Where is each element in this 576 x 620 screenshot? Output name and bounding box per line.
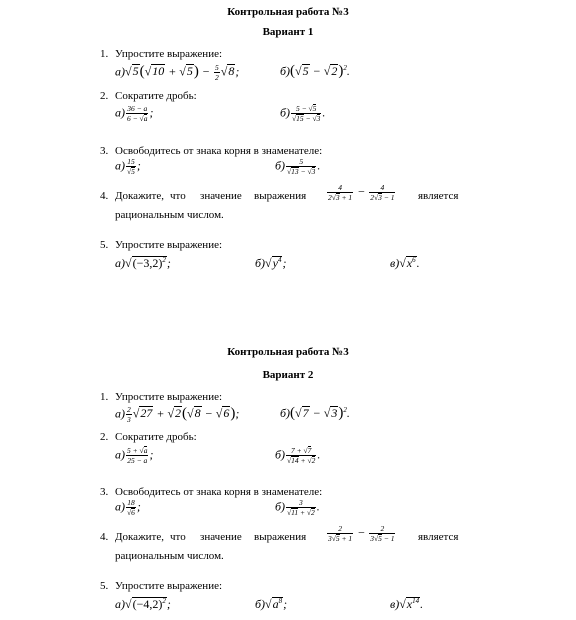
v1-q1-expr-b: $б)(√5 - √2)^2$. [280,63,350,79]
v2-q5-number: 5. [100,580,109,592]
v2-q4-word-4: выражения [254,531,307,543]
variant-heading-v2: Вариант 2 [262,369,314,381]
v2-q4-word-5: является [418,531,459,543]
v1-q4-word-2: что [170,190,186,202]
v2-q4-word-2: что [170,531,186,543]
v2-q3-expr-a: а) $\frac{18}{√6}$ ; [115,498,141,517]
v2-q2-number: 2. [100,431,109,443]
v2-q1-text: Упростите выражение: [115,391,223,403]
v2-q4-word-3: значение [200,531,242,543]
v1-q3-text: Освободитесь от знака корня в знаменателе: [115,145,323,157]
v2-q4-word-1: Докажите, [115,531,164,543]
v1-q3-expr-b: б) $\frac{5}{√13 - √3}$ . [275,157,321,176]
v1-q1-text: Упростите выражение: [115,48,223,60]
v1-q1-number: 1. [100,48,109,60]
v2-q1-expr-b: $б)(√7 - √3)^2$. [280,405,350,421]
v1-q4-number: 4. [100,190,109,202]
v2-q1-expr-a: а) $\frac{2}{3}$ √27 + √2(√8 − √6); [115,405,240,424]
v1-q4-expr: $\frac{4}{2√3 + 1}$ − $\frac{4}{2√3 - 1}$ [328,183,395,202]
v1-q2-expr-b: б) $\frac{5 - √5}{√15 - √3}$ . [280,104,326,123]
v1-q5-expr-b: $б)√y^4$; [255,256,287,270]
v2-q2-expr-a: а) $\frac{5 + √a}{25 - a}$ ; [115,446,154,465]
v2-q3-text: Освободитесь от знака корня в знаменателе: [115,486,323,498]
v1-q4-word-1: Докажите, [115,190,164,202]
v2-q4-line-2: рациональным числом. [115,550,224,562]
v1-q4-line-2: рациональным числом. [115,209,224,221]
v2-q3-expr-b: б) $\frac{3}{√11 + √2}$ . [275,498,320,517]
v1-q5-text: Упростите выражение: [115,239,223,251]
v2-q2-expr-b: б) $\frac{7 + √7}{√14 + √2}$ . [275,446,321,465]
v2-q4-number: 4. [100,531,109,543]
v2-q5-text: Упростите выражение: [115,580,223,592]
v2-q5-expr-b: $б)√a^8$; [255,597,288,611]
v1-q5-expr-a: $а)√(-3,2)^2$; [115,256,171,270]
v1-q2-number: 2. [100,90,109,102]
v1-q4-word-4: выражения [254,190,307,202]
v1-q5-number: 5. [100,239,109,251]
test-title-v2: Контрольная работа №3 [227,346,349,358]
test-title-v1: Контрольная работа №3 [227,6,349,18]
v1-q2-expr-a: а) $\frac{36 - a}{6 - √a}$ ; [115,104,154,123]
v2-q1-number: 1. [100,391,109,403]
v1-q4-word-3: значение [200,190,242,202]
v2-q5-expr-c: $в)√x^{14}$. [390,597,424,611]
v1-q4-word-5: является [418,190,459,202]
v1-q1-expr-a: а)√5(√10 + √5) − $\frac{5}{2}$ √8; [115,63,240,82]
variant-heading-v1: Вариант 1 [262,26,314,38]
v1-q3-expr-a: а) $\frac{15}{√5}$ ; [115,157,141,176]
v2-q3-number: 3. [100,486,109,498]
v2-q5-expr-a: $а)√(-4,2)^2$; [115,597,171,611]
v2-q4-expr: $\frac{2}{3√5 + 1}$ − $\frac{2}{3√5 - 1}$ [328,524,395,543]
v1-q3-number: 3. [100,145,109,157]
v2-q2-text: Сократите дробь: [115,431,197,443]
v1-q2-text: Сократите дробь: [115,90,197,102]
v1-q5-expr-c: $в)√x^6$. [390,256,420,270]
